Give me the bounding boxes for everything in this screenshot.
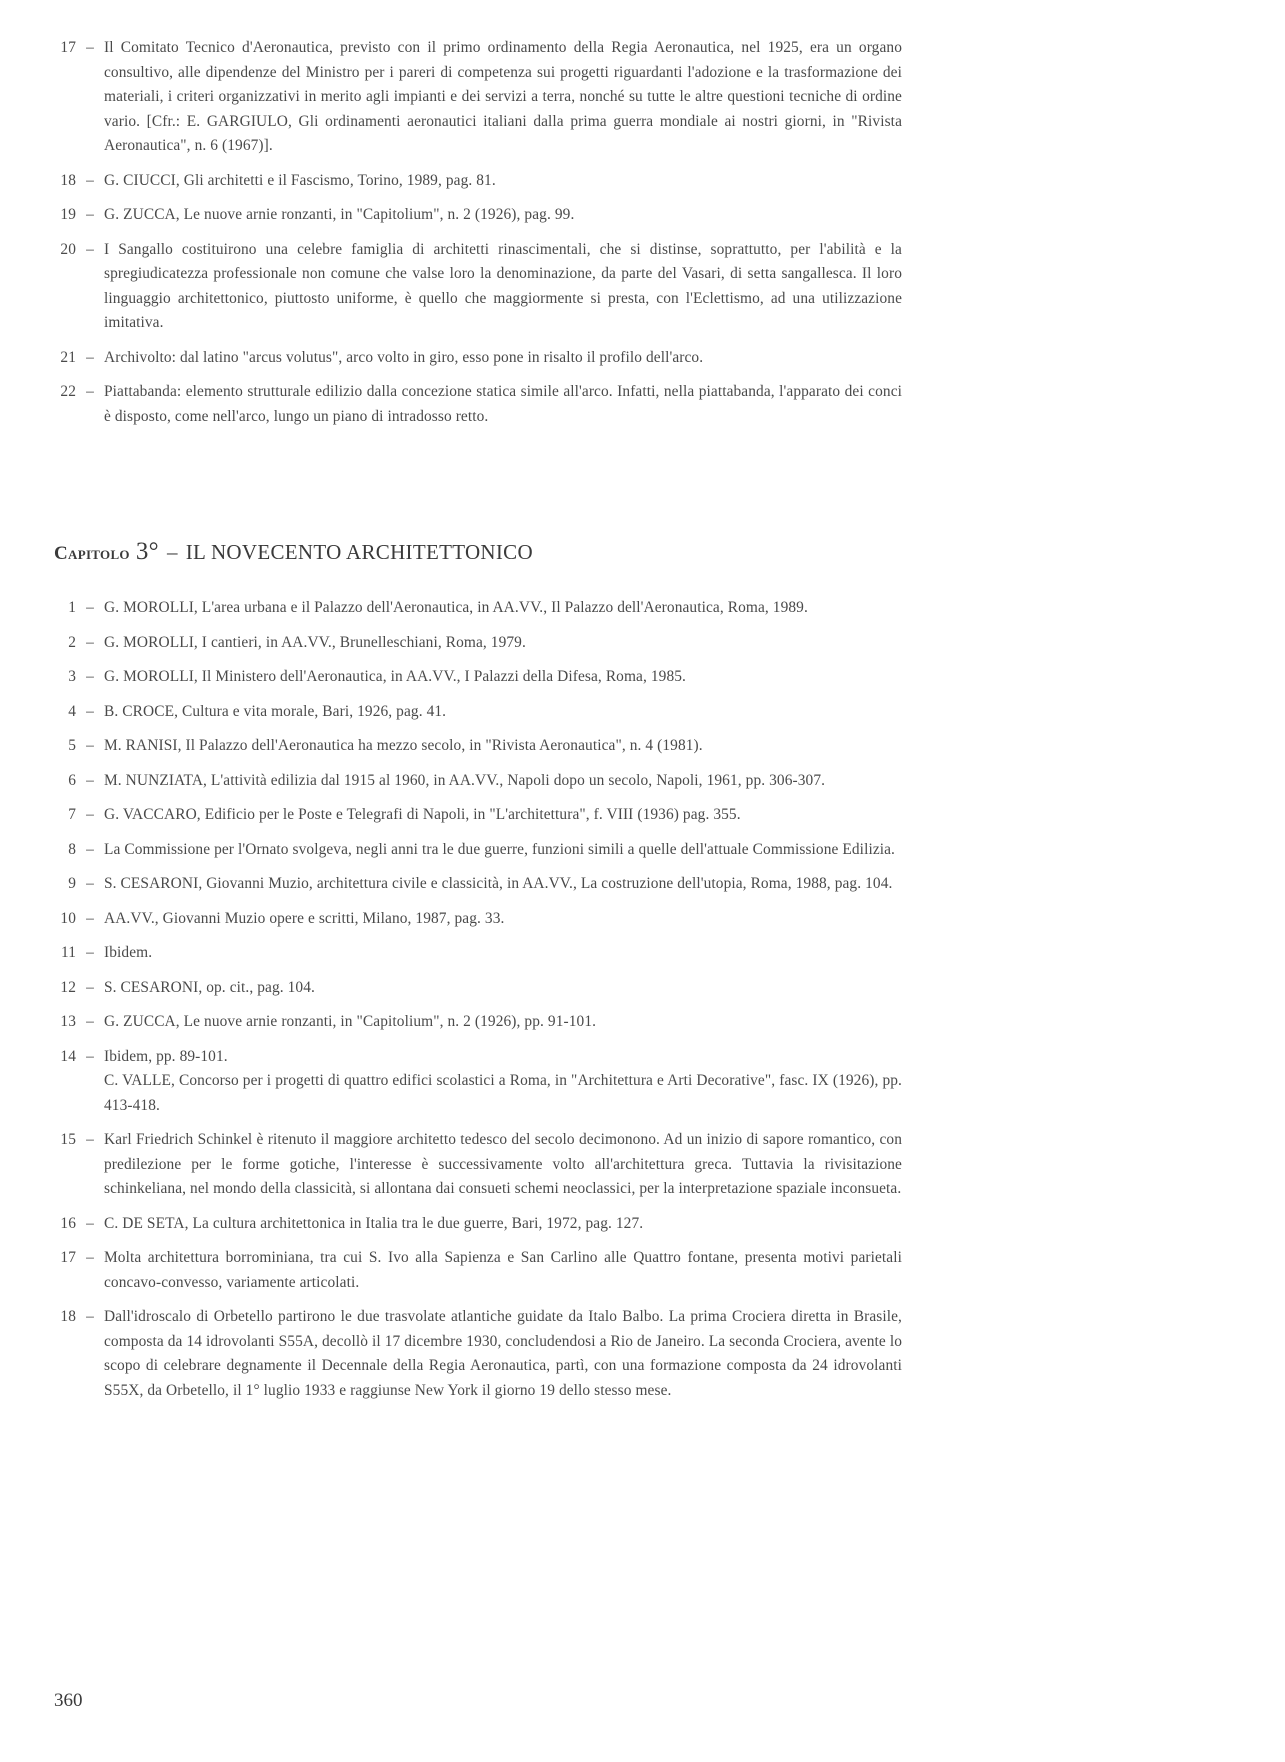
footnote-dash: – [86,348,94,366]
footnote [52,872,902,897]
footnote-number: 17 [60,39,76,56]
footnote-paragraph: M. NUNZIATA, L'attività edilizia dal 1915 al 1960, in AA.VV., Napoli dopo un secolo, Napoli, 1961, pp. 306-307. [104,771,826,789]
footnote-dash: – [86,702,94,720]
footnote-text [104,665,902,690]
footnote-dash: – [86,39,94,56]
footnote-number: 1 [68,599,76,616]
footnote-paragraph: S. CESARONI, op. cit., pag. 104. [104,978,315,996]
footnote-paragraph: I Sangallo costituirono una celebre famiglia di architetti rinascimentali, che si distinse, soprattutto, per l'abilità e la spregiudicatezza professionale non comune che valse loro la denominazione, da parte del Vasari, di setta sangallesca. Il loro linguaggio architettonico, piuttosto uniforme, è quello che maggiormente si presta, con l'Eclettismo, ad una utilizzazione imitativa. [104,240,902,331]
footnote-paragraph: S. CESARONI, Giovanni Muzio, architettura civile e classicità, in AA.VV., La costruzione dell'utopia, Roma, 1988, pag. 104. [104,875,893,892]
footnote-paragraph: Dall'idroscalo di Orbetello partirono le due trasvolate atlantiche guidate da Italo Balbo. La prima Crociera diretta in Brasile, composta da 14 idrovolanti S55A, decollò il 17 dicembre 1930, concludendosi a Rio de Janeiro. La seconda Crociera, avente lo scopo di celebrare degnamente il Decennale della Regia Aeronautica, partì, con una formazione composta da 24 idrovolanti S55X, da Orbetello, il 1° luglio 1933 e raggiunse New York il giorno 19 dello stesso mese. [104,1308,902,1399]
footnote-number: 10 [60,909,76,927]
footnote-text [104,1010,902,1035]
chapter-dash: – [166,540,178,564]
footnote-paragraph: G. MOROLLI, Il Ministero dell'Aeronautica, in AA.VV., I Palazzi della Difesa, Roma, 1985. [104,668,687,685]
footnote-paragraph: G. ZUCCA, Le nuove arnie ronzanti, in "Capitolium", n. 2 (1926), pp. 91-101. [104,1013,597,1030]
footnote [52,631,902,656]
footnote [52,769,902,794]
footnote [52,941,902,966]
footnote [52,1212,902,1237]
notes-section-chapter-3 [52,596,902,1403]
footnote-number: 11 [60,944,76,961]
footnote-number: 17 [60,1249,76,1266]
footnote-paragraph: G. MOROLLI, L'area urbana e il Palazzo dell'Aeronautica, in AA.VV., Il Palazzo dell'Aeronautica, Roma, 1989. [104,599,808,616]
chapter-word: Capitolo [54,543,130,564]
footnote-paragraph: Molta architettura borrominiana, tra cui S. Ivo alla Sapienza e San Carlino alle Quattro fontane, presenta motivi parietali concavo-convesso, variamente articolati. [104,1249,902,1291]
footnote-dash: – [86,806,94,823]
footnote-text [104,238,902,336]
footnote-text [104,346,902,371]
footnote [52,1305,902,1403]
footnote [52,346,902,371]
footnote-paragraph: Piattabanda: elemento strutturale edilizio dalla concezione statica simile all'arco. Infatti, nella piattabanda, l'apparato dei conci è disposto, come nell'arco, lungo un piano di intradosso retto. [104,383,902,425]
footnote-text [104,838,902,863]
footnote-dash: – [86,737,94,754]
footnote-text [104,36,902,159]
footnote [52,1045,902,1119]
footnote-text [104,631,902,656]
footnote-number: 18 [60,1308,76,1325]
footnote-paragraph: Archivolto: dal latino "arcus volutus", arco volto in giro, esso pone in risalto il profilo dell'arco. [104,348,704,366]
footnote-number: 19 [60,206,76,223]
footnote-text [104,872,902,897]
footnote-number: 8 [68,840,76,858]
footnote-paragraph: La Commissione per l'Ornato svolgeva, negli anni tra le due guerre, funzioni simili a quelle dell'attuale Commissione Edilizia. [104,840,896,858]
footnote [52,665,902,690]
footnote-text [104,596,902,621]
footnote-paragraph: M. RANISI, Il Palazzo dell'Aeronautica ha mezzo secolo, in "Rivista Aeronautica", n. 4 (1981). [104,737,703,754]
footnote-number: 2 [68,633,76,651]
footnote [52,1010,902,1035]
footnote [52,36,902,159]
footnote-text [104,769,902,794]
footnote-paragraph: G. ZUCCA, Le nuove arnie ronzanti, in "Capitolium", n. 2 (1926), pag. 99. [104,206,575,223]
footnote-dash: – [86,1308,94,1325]
footnote-number: 14 [60,1047,76,1065]
chapter-title: IL NOVECENTO ARCHITETTONICO [185,540,533,564]
footnote-paragraph: Karl Friedrich Schinkel è ritenuto il maggiore architetto tedesco del secolo decimonono. Ad un inizio di sapore romantico, con predilezione per le forme gotiche, l'interesse è successivamente volto all'architettura greca. Tuttavia la rivisitazione schinkeliana, nel mondo della classicità, si allontana dai consueti schemi neoclassici, per la interpretazione spaziale inconsueta. [104,1131,902,1197]
footnote [52,1128,902,1202]
footnote-text [104,203,902,228]
footnote-dash: – [86,909,94,927]
footnote-dash: – [86,171,94,189]
footnote-paragraph: G. MOROLLI, I cantieri, in AA.VV., Brunelleschiani, Roma, 1979. [104,633,526,651]
footnote-dash: – [86,1013,94,1030]
footnote [52,169,902,194]
footnote-dash: – [86,771,94,789]
footnote-dash: – [86,383,94,400]
footnote-text [104,1246,902,1295]
footnote [52,1246,902,1295]
footnote-text [104,907,902,932]
footnote-dash: – [86,206,94,223]
footnote-dash: – [86,1047,94,1065]
footnote-number: 7 [68,806,76,823]
footnote-paragraph: Ibidem. [104,944,153,961]
footnote-number: 3 [68,668,76,685]
footnote-paragraph: C. VALLE, Concorso per i progetti di quattro edifici scolastici a Roma, in "Architettura e Arti Decorative", fasc. IX (1926), pp. 413-418. [104,1072,902,1114]
footnote-number: 6 [68,771,76,789]
footnote-text [104,1128,902,1202]
footnote [52,203,902,228]
footnote [52,803,902,828]
footnote-dash: – [86,668,94,685]
footnote-dash: – [86,240,94,258]
footnote-text [104,976,902,1001]
footnote-dash: – [86,1131,94,1148]
footnote-paragraph: B. CROCE, Cultura e vita morale, Bari, 1926, pag. 41. [104,702,447,720]
footnote-text [104,700,902,725]
notes-section-chapter-2 [52,36,902,429]
footnote-text [104,1212,902,1237]
footnote-text [104,734,902,759]
chapter-number: 3° [135,538,159,565]
footnote [52,238,902,336]
footnote [52,838,902,863]
footnote-paragraph: Ibidem, pp. 89-101. [104,1047,228,1065]
footnote [52,734,902,759]
footnote-number: 9 [68,875,76,892]
footnote-dash: – [86,840,94,858]
chapter-heading [54,538,533,566]
footnote-text [104,1045,902,1119]
footnote-dash: – [86,1249,94,1266]
footnote [52,380,902,429]
footnote-paragraph: Il Comitato Tecnico d'Aeronautica, previsto con il primo ordinamento della Regia Aeronautica, nel 1925, era un organo consultivo, alle dipendenze del Ministro per i pareri di competenza sui progetti riguardanti l'adozione e la trasformazione dei materiali, i criteri organizzativi in merito agli impianti e dei servizi a terra, nonché su tutte le altre questioni tecniche di ordine vario. [Cfr.: E. GARGIULO, Gli ordinamenti aeronautici italiani dalla prima guerra mondiale ai nostri giorni, in "Rivista Aeronautica", n. 6 (1967)]. [104,39,902,154]
footnote-number: 22 [60,383,76,400]
footnote-number: 18 [60,171,76,189]
page-number: 360 [54,1690,83,1711]
footnote-dash: – [86,1214,94,1232]
footnote-paragraph: C. DE SETA, La cultura architettonica in Italia tra le due guerre, Bari, 1972, pag. 127. [104,1214,644,1232]
footnote-number: 4 [68,702,76,720]
footnote-paragraph: G. VACCARO, Edificio per le Poste e Telegrafi di Napoli, in "L'architettura", f. VIII (1936) pag. 355. [104,806,741,823]
footnote-paragraph: G. CIUCCI, Gli architetti e il Fascismo, Torino, 1989, pag. 81. [104,171,496,189]
footnote-dash: – [86,633,94,651]
footnote-text [104,803,902,828]
footnote-dash: – [86,978,94,996]
footnote-number: 13 [60,1013,76,1030]
footnote [52,976,902,1001]
footnote [52,907,902,932]
footnote-number: 15 [60,1131,76,1148]
footnote-dash: – [86,599,94,616]
footnote-number: 5 [68,737,76,754]
footnote-text [104,941,902,966]
footnote-text [104,169,902,194]
footnote-text [104,380,902,429]
footnote-dash: – [86,875,94,892]
footnote-number: 12 [60,978,76,996]
footnote [52,700,902,725]
footnote-number: 16 [60,1214,76,1232]
footnote-number: 21 [60,348,76,366]
footnote-dash: – [86,944,94,961]
footnote-number: 20 [60,240,76,258]
footnote-paragraph: AA.VV., Giovanni Muzio opere e scritti, Milano, 1987, pag. 33. [104,909,505,927]
footnote-text [104,1305,902,1403]
footnote [52,596,902,621]
